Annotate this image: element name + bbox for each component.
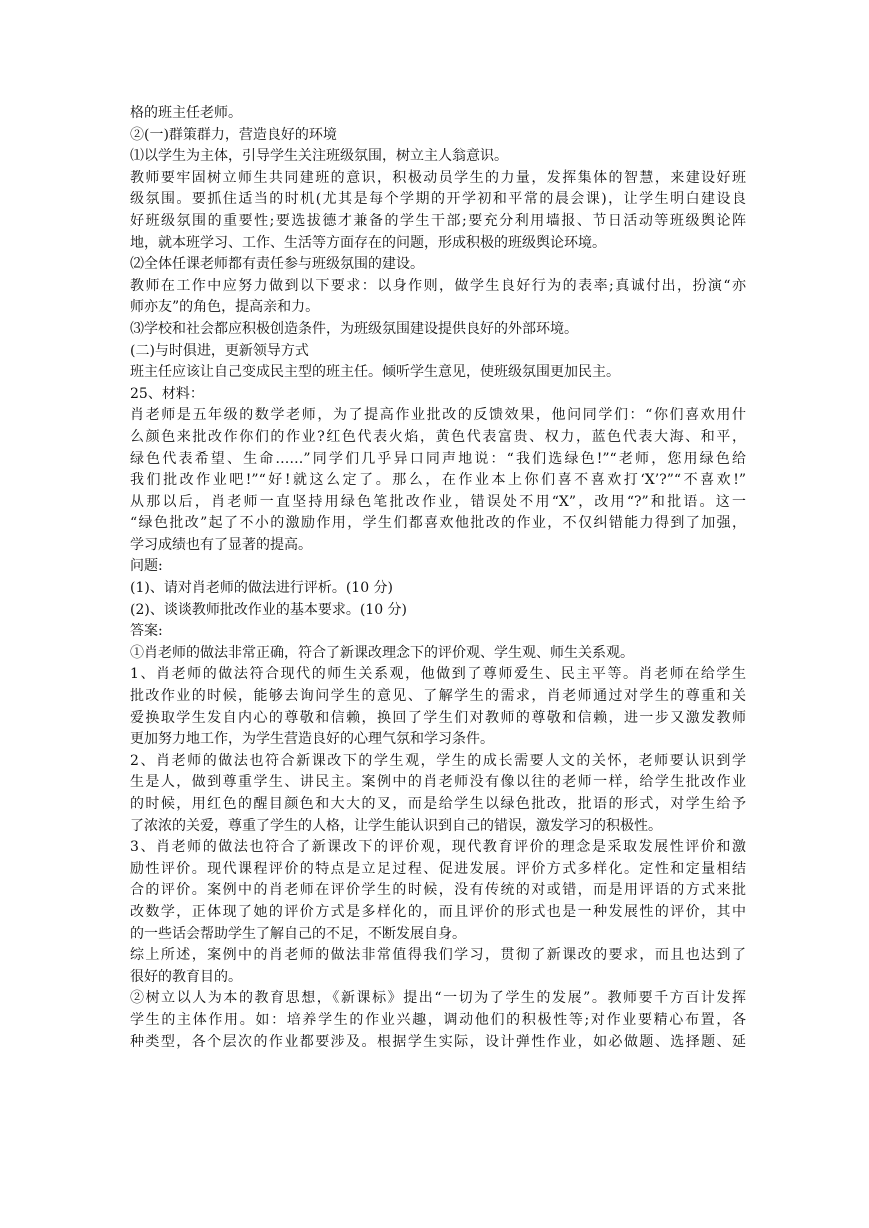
text-line: ②树立以人为本的教育思想，《新课标》提出“一切为了学生的发展”。教师要千方百计发挥 (130, 990, 746, 1007)
text-line: 级氛围。要抓住适当的时机(尤其是每个学期的开学初和平常的晨会课)，让学生明白建设良 (130, 191, 746, 208)
text-line: ⑶学校和社会都应积极创造条件，为班级氛围建设提供良好的外部环境。 (130, 320, 578, 337)
text-line: ⑵全体任课老师都有责任参与班级氛围的建设。 (130, 256, 424, 273)
text-line: 批改作业的时候，能够去询问学生的意见、了解学生的需求，肖老师通过对学生的尊重和关 (130, 688, 746, 705)
text-line: 教师要牢固树立师生共同建班的意识，积极动员学生的力量，发挥集体的智慧，来建设好班 (130, 169, 746, 186)
text-line: (二)与时俱进，更新领导方式 (130, 342, 309, 359)
text-line: 问题: (130, 558, 163, 575)
text-line: 2、肖老师的做法也符合新课改下的学生观，学生的成长需要人文的关怀，老师要认识到学 (130, 752, 746, 769)
text-line: 改数学，正体现了她的评价方式是多样化的，而且评价的形式也是一种发展性的评价，其中 (130, 903, 746, 920)
text-line: 励性评价。现代课程评价的特点是立足过程、促进发展。评价方式多样化。定性和定量相结 (130, 860, 746, 877)
document-body (130, 103, 746, 1053)
text-line: ①肖老师的做法非常正确，符合了新课改理念下的评价观、学生观、师生关系观。 (130, 644, 634, 661)
text-line: (2)、谈谈教师批改作业的基本要求。(10 分) (130, 601, 408, 618)
text-line: 生是人，做到尊重学生、讲民主。案例中的肖老师没有像以往的老师一样，给学生批改作业 (130, 774, 746, 791)
text-line: 1、肖老师的做法符合现代的师生关系观，他做到了尊师爱生、民主平等。肖老师在给学生 (130, 666, 746, 683)
text-line: 种类型，各个层次的作业都要涉及。根据学生实际，设计弹性作业，如必做题、选择题、延 (130, 1033, 746, 1050)
text-line: 格的班主任老师。 (130, 105, 242, 121)
text-line: ②(一)群策群力，营造良好的环境 (130, 126, 337, 143)
text-line: 综上所述，案例中的肖老师的做法非常值得我们学习，贯彻了新课改的要求，而且也达到了 (130, 947, 746, 964)
document-page (130, 103, 746, 1053)
text-line: 更加努力地工作，为学生营造良好的心理气氛和学习条件。 (130, 731, 494, 748)
text-line: 学生的主体作用。如：培养学生的作业兴趣，调动他们的积极性等;对作业要精心布置，各 (130, 1011, 746, 1028)
text-line: 合的评价。案例中的肖老师在评价学生的时候，没有传统的对或错，而是用评语的方式来批 (130, 882, 746, 899)
text-line: 答案: (130, 623, 163, 640)
text-line: 了浓浓的关爱，尊重了学生的人格，让学生能认识到自己的错误，激发学习的积极性。 (130, 817, 662, 834)
text-line: 地，就本班学习、工作、生活等方面存在的问题，形成积极的班级舆论环境。 (130, 234, 606, 251)
text-line: (1)、请对肖老师的做法进行评析。(10 分) (130, 580, 394, 597)
text-line: 教师在工作中应努力做到以下要求：以身作则，做学生良好行为的表率;真诚付出，扮演“亦 (130, 277, 746, 294)
text-line: ⑴以学生为主体，引导学生关注班级氛围，树立主人翁意识。 (130, 148, 508, 165)
text-line: 的时候，用红色的醒目颜色和大大的叉，而是给学生以绿色批改，批语的形式，对学生给予 (130, 796, 746, 812)
text-line: 我们批改作业吧!”“好!就这么定了。那么，在作业本上你们喜不喜欢打‘X’?”“不喜欢!” (130, 472, 746, 489)
text-line: “绿色批改”起了不小的激励作用，学生们都喜欢他批改的作业，不仅纠错能力得到了加强， (130, 515, 746, 532)
text-line: 班主任应该让自己变成民主型的班主任。倾听学生意见，使班级氛围更加民主。 (130, 364, 620, 381)
text-line: 25、材料： (130, 385, 204, 402)
text-line: 3、肖老师的做法也符合了新课改下的评价观，现代教育评价的理念是采取发展性评价和激 (130, 839, 746, 856)
text-line: 从那以后，肖老师一直坚持用绿色笔批改作业，错误处不用“X”，改用“?”和批语。这一 (130, 493, 746, 510)
text-line: 很好的教育目的。 (130, 968, 242, 985)
text-line: 爱换取学生发自内心的尊敬和信赖，换回了学生们对教师的尊敬和信赖，进一步又激发教师 (130, 709, 746, 726)
text-line: 的一些话会帮助学生了解自己的不足，不断发展自身。 (130, 925, 466, 942)
text-line: 么颜色来批改作你们的作业?红色代表火焰，黄色代表富贵、权力，蓝色代表大海、和平， (130, 428, 746, 445)
text-line: 好班级氛围的重要性;要选拔德才兼备的学生干部;要充分利用墙报、节日活动等班级舆论阵 (130, 212, 746, 229)
text-line: 绿色代表希望、生命……”同学们几乎异口同声地说：“我们选绿色!”“老师，您用绿色给 (130, 450, 746, 467)
text-line: 学习成绩也有了显著的提高。 (130, 536, 312, 553)
text-line: 肖老师是五年级的数学老师，为了提高作业批改的反馈效果，他问同学们：“你们喜欢用什 (130, 407, 746, 424)
text-line: 师亦友”的角色，提高亲和力。 (130, 299, 320, 316)
